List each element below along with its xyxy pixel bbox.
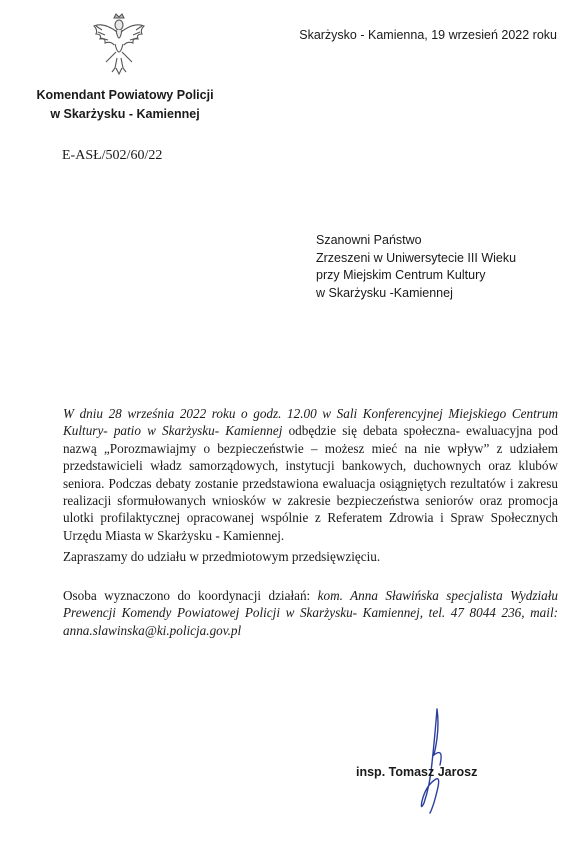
body-paragraph-1 [63,405,558,544]
handwritten-signature [410,705,460,815]
body-paragraph-3 [63,587,558,639]
event-details: W dniu 28 września 2022 roku o godz. 12.00 w Sali Konferencyjnej Miejskiego Centrum Kultury- patio w Skarżysku- Kamiennej [63,406,558,439]
reference-number: E-ASŁ/502/60/22 [62,148,163,163]
event-description: odbędzie się debata społeczna- ewaluacyjna pod nazwą „Porozmawiajmy o bezpieczeństwie – możesz mieć na nie wpływ” z udziałem przedstawicieli władz samorządowych, instytucji bankowych, duchownych oraz klubów seniora. Podczas debaty zostanie przedstawiona ewaluacja osiągniętych rezultatów i zakresu realizacji sformułowanych wniosków w zakresie bezpieczeństwa seniorów oraz promocja ulotki profilaktycznej opracowanej wspólnie z Referatem Zdrowia i Spraw Społecznych Urzędu Miasta w Skarżysku - Kamiennej. [63,423,558,543]
addressee-line-3: przy Miejskim Centrum Kultury [316,268,486,282]
authority-line-1: Komendant Powiatowy Policji [36,88,214,102]
place-date: Skarżysko - Kamienna, 19 wrzesień 2022 roku [299,28,557,42]
addressee-line-4: w Skarżysku -Kamiennej [316,285,453,300]
addressee-line-2: Zrzeszeni w Uniwersytecie III Wieku [316,250,517,265]
issuing-authority [20,86,230,124]
coordinator-contact: kom. Anna Sławińska specjalista Wydziału Prewencji Komendy Powiatowej Policji w Skarżysku- Kamiennej, tel. 47 8044 236, mail: anna.slawinska@ki.policja.gov.pl [63,588,558,638]
polish-eagle-emblem-icon [90,12,148,76]
addressee-block [316,232,516,302]
authority-line-2: w Skarżysku - Kamiennej [50,107,200,121]
signer-name: insp. Tomasz Jarosz [356,765,478,779]
body-paragraph-2: Zapraszamy do udziału w przedmiotowym przedsięwzięciu. [63,549,381,564]
coordinator-lead: Osoba wyznaczono do koordynacji działań: [63,588,318,603]
addressee-line-1: Szanowni Państwo [316,233,422,247]
